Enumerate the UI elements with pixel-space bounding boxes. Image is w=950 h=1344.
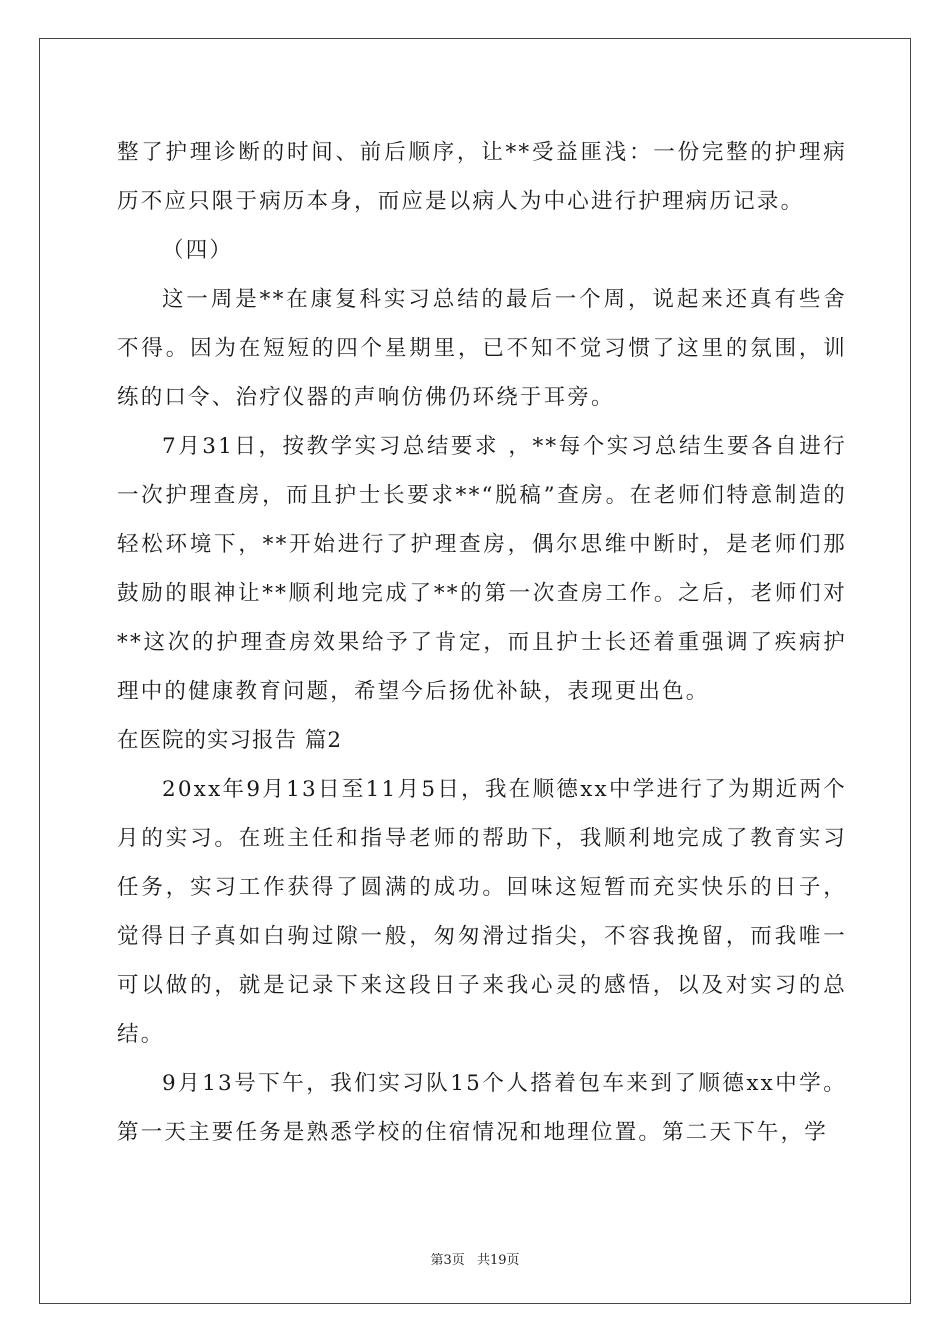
paragraph-internship-intro: 20xx年9月13日至11月5日，我在顺德xx中学进行了为期近两个月的实习。在班主任和指导老师的帮助下，我顺利地完成了教育实习任务，实习工作获得了圆满的成功。回味这短暂而充实快乐的日子，觉得日子真如白驹过隙一般，匆匆滑过指尖，不容我挽留，而我唯一可以做的，就是记录下来这段日子来我心灵的感悟，以及对实习的总结。 [117,777,847,1047]
paragraph-week-summary: 这一周是**在康复科实习总结的最后一个周，说起来还真有些舍不得。因为在短短的四个星期里，已不知不觉习惯了这里的氛围，训练的口令、治疗仪器的声响仿佛仍环绕于耳旁。 [117,287,847,410]
paragraph-continuation: 整了护理诊断的时间、前后顺序，让**受益匪浅：一份完整的护理病历不应只限于病历本身，而应是以病人为中心进行护理病历记录。 [117,140,847,214]
document-body [117,128,847,1157]
section-number: （四） [162,238,234,263]
page-total: 共19页 [476,1253,520,1268]
page-number: 第3页 [430,1253,465,1268]
paragraph-ward-round: 7月31日，按教学实习总结要求 ，**每个实习总结生要各自进行一次护理查房，而且护士长要求**“脱稿”查房。在老师们特意制造的轻松环境下，**开始进行了护理查房，偶尔思维中断时，是老师们那鼓励的眼神让**顺利地完成了**的第一次查房工作。之后，老师们对**这次的护理查房效果给予了肯定，而且护士长还着重强调了疾病护理中的健康教育问题，希望今后扬优补缺，表现更出色。 [117,434,847,704]
paragraph-arrival: 9月13号下午，我们实习队15个人搭着包车来到了顺德xx中学。第一天主要任务是熟悉学校的住宿情况和地理位置。第二天下午，学 [117,1071,847,1145]
page-footer [0,1249,950,1268]
section-heading: 在医院的实习报告 篇2 [117,728,343,753]
